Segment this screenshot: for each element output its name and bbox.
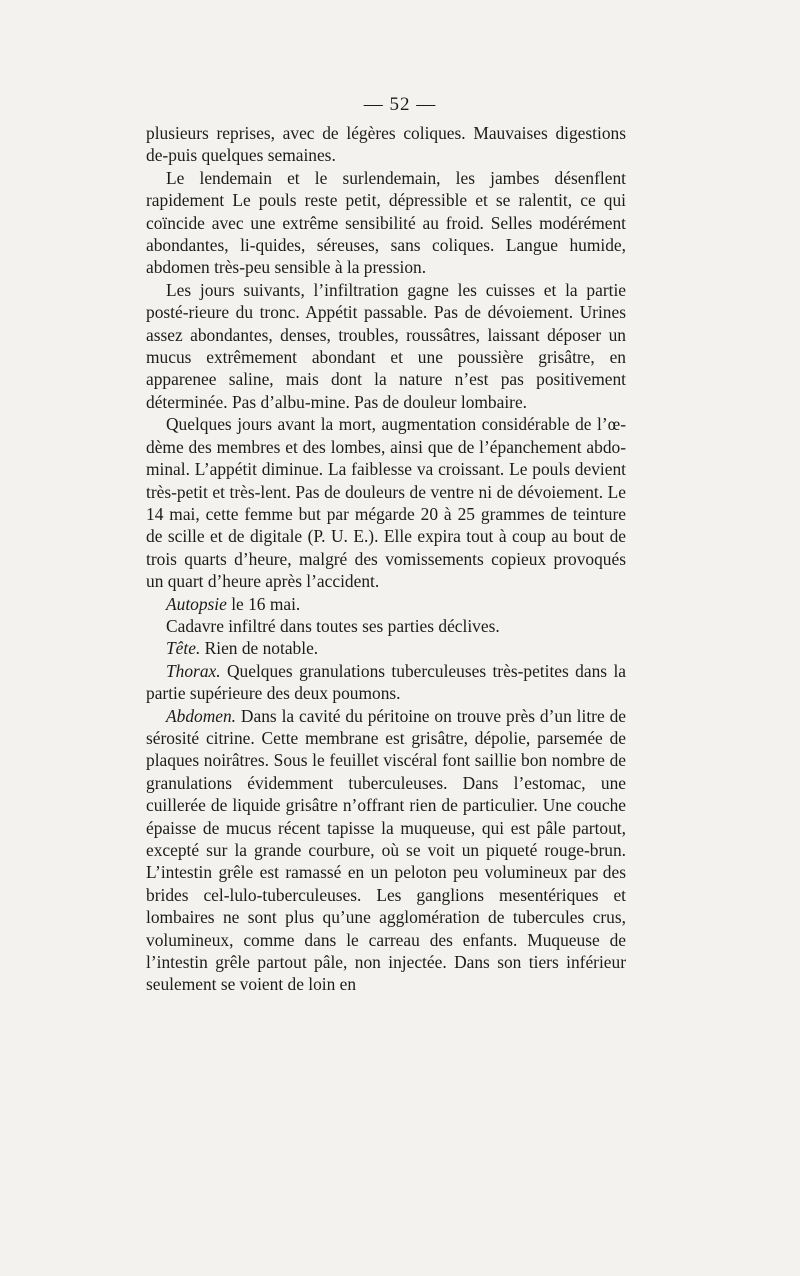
paragraph: Le lendemain et le surlendemain, les jambes désenflent rapidement Le pouls reste petit, dépressible et se ralentit, ce qui coïncide avec une extrême sensibilité au froid. Selles modérément abondantes, li-quides, séreuses, sans coliques. Langue humide, abdomen très-peu sensible à la pression. (146, 167, 626, 278)
paragraph: Les jours suivants, l’infiltration gagne les cuisses et la partie posté-rieure du tronc. Appétit passable. Pas de dévoiement. Urines assez abondantes, denses, troubles, roussâtres, laissant déposer un mucus extrêmement abondant et une poussière grisâtre, en apparenee saline, mais dont la nature n’est pas positivement déterminée. Pas d’albu-mine. Pas de douleur lombaire. (146, 279, 626, 412)
body-text (146, 122, 626, 996)
section-lead: Abdomen. (166, 705, 237, 726)
paragraph: Cadavre infiltré dans toutes ses parties déclives. (166, 615, 500, 636)
paragraph-thorax: Thorax. Quelques granulations tuberculeuses très-petites dans la partie supérieure des deux poumons. (146, 660, 626, 704)
page-number: — 52 — (363, 94, 437, 115)
paragraph-autopsie: Autopsie le 16 mai. (166, 593, 301, 614)
section-lead: Thorax. (166, 660, 221, 681)
paragraph: Quelques jours avant la mort, augmentation considérable de l’œ-dème des membres et des lombes, ainsi que de l’épanchement abdo-minal. L’appétit diminue. La faiblesse va croissant. Le pouls devient très-petit et très-lent. Pas de douleurs de ventre ni de dévoiement. Le 14 mai, cette femme but par mégarde 20 à 25 grammes de teinture de scille et de digitale (P. U. E.). Elle expira tout à coup au bout de trois quarts d’heure, malgré des vomissements copieux provoqués un quart d’heure après l’accident. (146, 414, 626, 592)
paragraph-tete: Tête. Rien de notable. (166, 638, 319, 659)
paragraph-abdomen: Abdomen. Dans la cavité du péritoine on trouve près d’un litre de sérosité citrine. Cette membrane est grisâtre, dépolie, parsemée de plaques noirâtres. Sous le feuillet viscéral font saillie bon nombre de granulations évidemment tuberculeuses. Dans l’estomac, une cuillerée de liquide grisâtre n’offrant rien de particulier. Une couche épaisse de mucus récent tapisse la muqueuse, qui est pâle partout, excepté sur la grande courbure, où se voit un piqueté rouge-brun. L’intestin grêle est ramassé en un peloton peu volumineux par des brides cel-lulo-tuberculeuses. Les ganglions mesentériques et lombaires ne sont plus qu’une agglomération de tubercules crus, volumineux, comme dans le carreau des enfants. Muqueuse de l’intestin grêle partout pâle, non injectée. Dans son tiers inférieur seulement se voient de loin en (146, 705, 626, 995)
paragraph: plusieurs reprises, avec de légères coliques. Mauvaises digestions de-puis quelques semaines. (146, 123, 626, 166)
section-lead: Autopsie (166, 593, 227, 614)
section-lead: Tête. (166, 638, 201, 659)
